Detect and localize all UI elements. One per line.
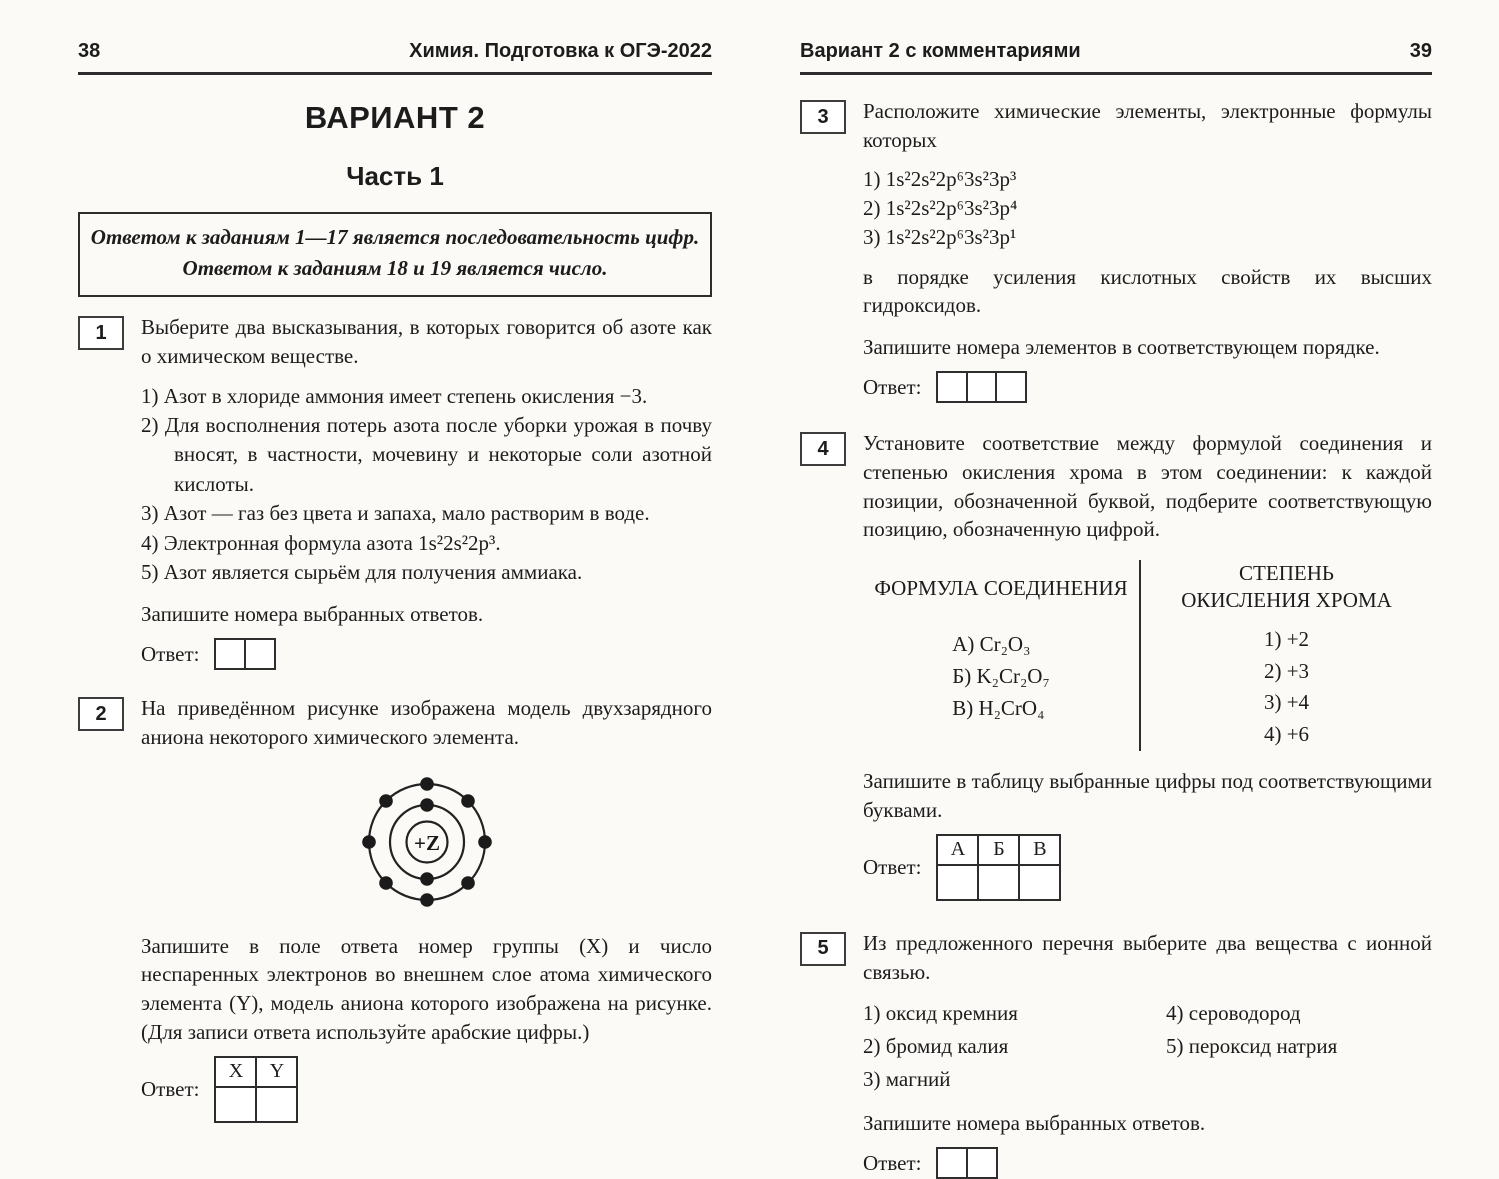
electron-dot <box>461 876 475 890</box>
match-right-column <box>1139 560 1432 751</box>
oxidation-state-option: 2) +3 <box>1263 658 1310 683</box>
answer-label: Ответ: <box>141 641 200 666</box>
question-2-prompt: Запишите в поле ответа номер группы (X) и число неспаренных электронов во внешнем слое атома химического элемента (Y), модель аниона которого изображена на рисунке. (Для записи ответа используйте арабские цифры.) <box>141 933 712 1045</box>
question-3-number-box: 3 <box>800 100 846 134</box>
question-4-prompt: Запишите в таблицу выбранные цифры под соответствующими буквами. <box>863 769 1432 823</box>
question-4 <box>800 429 1432 901</box>
question-3-text: Расположите химические элементы, электронные формулы которых <box>863 99 1432 152</box>
question-2-answer-row <box>141 1056 712 1123</box>
answer-label: Ответ: <box>863 374 922 399</box>
answer-cell <box>1019 865 1060 900</box>
match-left-header: ФОРМУЛА СОЕДИНЕНИЯ <box>874 576 1128 601</box>
electron-dot <box>379 876 393 890</box>
electron-formula-option: 3) 1s²2s²2p⁶3s²3p¹ <box>863 225 1017 250</box>
match-right-header-line1: СТЕПЕНЬ <box>1239 561 1334 586</box>
page-number-right: 39 <box>1409 40 1432 62</box>
answer-cell <box>937 865 978 900</box>
option: 1) Азот в хлориде аммония имеет степень окисления −3. <box>141 383 648 408</box>
electron-formula-option: 1) 1s²2s²2p⁶3s²3p³ <box>863 166 1017 191</box>
compound-formula: А) Cr₂O₃ <box>952 632 1031 657</box>
instruction-box <box>78 212 712 297</box>
answer-boxes <box>936 371 1027 403</box>
question-1-options <box>141 382 712 588</box>
matching-columns <box>863 560 1432 751</box>
answer-label: Ответ: <box>863 1150 922 1175</box>
question-1-number-box: 1 <box>78 316 124 350</box>
oxidation-state-option: 4) +6 <box>1263 722 1310 747</box>
question-3 <box>800 97 1432 403</box>
oxidation-state-option: 1) +2 <box>1263 626 1310 651</box>
question-1-prompt: Запишите номера выбранных ответов. <box>141 602 484 627</box>
compound-formula: Б) K₂Cr₂O₇ <box>952 664 1050 689</box>
option: 4) сероводород <box>1166 1001 1301 1026</box>
option: 5) пероксид натрия <box>1166 1034 1338 1059</box>
question-4-text: Установите соответствие между формулой соединения и степенью окисления хрома в этом соединении: к каждой позиции, обозначенной буквой, подберите соответствующую позицию, обозначенную цифрой. <box>863 431 1432 542</box>
question-3-text-after: в порядке усиления кислотных свойств их высших гидроксидов. <box>863 264 1432 318</box>
option: 3) магний <box>863 1067 951 1092</box>
instruction-line-2: Ответом к заданиям 18 и 19 является число. <box>182 256 608 281</box>
answer-cell <box>936 371 968 403</box>
electron-dot <box>420 872 434 886</box>
question-1-text: Выберите два высказывания, в которых говорится об азоте как о химическом веществе. <box>141 315 712 368</box>
electron-dot <box>362 835 376 849</box>
question-2 <box>78 694 712 1123</box>
answer-cell <box>214 638 246 670</box>
question-2-text: На приведённом рисунке изображена модель двухзарядного аниона некоторого химического элемента. <box>141 696 712 749</box>
variant-title: ВАРИАНТ 2 <box>304 100 486 135</box>
options-column-2 <box>1166 997 1432 1096</box>
option: 3) Азот — газ без цвета и запаха, мало растворим в воде. <box>141 501 650 526</box>
answer-label: Ответ: <box>863 854 922 879</box>
question-3-options <box>863 165 1432 253</box>
match-right-items <box>1264 624 1309 752</box>
answer-cell <box>966 1147 998 1179</box>
question-4-answer-row <box>863 834 1432 901</box>
question-5-answer-row <box>863 1147 1432 1179</box>
compound-formula: В) H₂CrO₄ <box>952 696 1045 721</box>
nucleus-label: +Z <box>413 830 440 855</box>
abv-header-a: А <box>937 835 978 865</box>
oxidation-state-option: 3) +4 <box>1263 690 1310 715</box>
answer-cell <box>215 1087 256 1122</box>
instruction-line-1: Ответом к заданиям 1—17 является последовательность цифр. <box>90 225 700 249</box>
electron-dot <box>379 794 393 808</box>
xy-header-y: Y <box>256 1057 297 1087</box>
answer-cell <box>256 1087 297 1122</box>
question-5-options <box>863 997 1432 1096</box>
question-5-number-box: 5 <box>800 932 846 966</box>
match-left-column <box>863 560 1139 751</box>
electron-dot <box>420 777 434 791</box>
question-1 <box>78 313 712 670</box>
question-3-answer-row <box>863 371 1432 403</box>
answer-cell <box>936 1147 968 1179</box>
abv-header-v: В <box>1019 835 1060 865</box>
answer-cell <box>978 865 1019 900</box>
answer-label: Ответ: <box>141 1076 200 1101</box>
option: 2) Для восполнения потерь азота после уборки урожая в почву вносят, в частности, мочевину и некоторые соли азотной кислоты. <box>141 413 712 496</box>
question-4-number-box: 4 <box>800 432 846 466</box>
right-page-header <box>800 40 1432 75</box>
electron-dot <box>420 798 434 812</box>
atom-model-diagram <box>351 766 503 918</box>
running-title-right: Вариант 2 с комментариями <box>800 40 1081 62</box>
question-5-prompt: Запишите номера выбранных ответов. <box>863 1111 1206 1136</box>
match-left-items <box>952 629 1050 725</box>
page-number-left: 38 <box>78 40 101 62</box>
question-3-prompt: Запишите номера элементов в соответствующем порядке. <box>863 335 1380 360</box>
option: 1) оксид кремния <box>863 1001 1018 1026</box>
options-column-1 <box>863 997 1166 1096</box>
answer-cell <box>966 371 998 403</box>
answer-boxes <box>936 1147 998 1179</box>
answer-cell <box>244 638 276 670</box>
xy-answer-table <box>214 1056 298 1123</box>
part-title: Часть 1 <box>346 161 444 191</box>
option: 5) Азот является сырьём для получения аммиака. <box>141 560 583 585</box>
question-1-answer-row <box>141 638 712 670</box>
option: 4) Электронная формула азота 1s²2s²2p³. <box>141 530 501 555</box>
question-2-number-box: 2 <box>78 697 124 731</box>
answer-cell <box>995 371 1027 403</box>
option: 2) бромид калия <box>863 1034 1009 1059</box>
electron-dot <box>420 893 434 907</box>
left-page-header <box>78 40 712 75</box>
electron-dot <box>478 835 492 849</box>
question-5 <box>800 929 1432 1179</box>
answer-boxes <box>214 638 276 670</box>
match-right-header <box>1141 560 1432 615</box>
xy-header-x: X <box>215 1057 256 1087</box>
electron-dot <box>461 794 475 808</box>
running-title-left: Химия. Подготовка к ОГЭ-2022 <box>409 40 712 62</box>
abv-header-b: Б <box>978 835 1019 865</box>
page-left <box>78 0 712 1123</box>
abv-answer-table <box>936 834 1061 901</box>
page-right <box>800 0 1432 1179</box>
electron-formula-option: 2) 1s²2s²2p⁶3s²3p⁴ <box>863 195 1018 220</box>
question-5-text: Из предложенного перечня выберите два вещества с ионной связью. <box>863 930 1432 984</box>
match-right-header-line2: ОКИСЛЕНИЯ ХРОМА <box>1181 588 1392 613</box>
